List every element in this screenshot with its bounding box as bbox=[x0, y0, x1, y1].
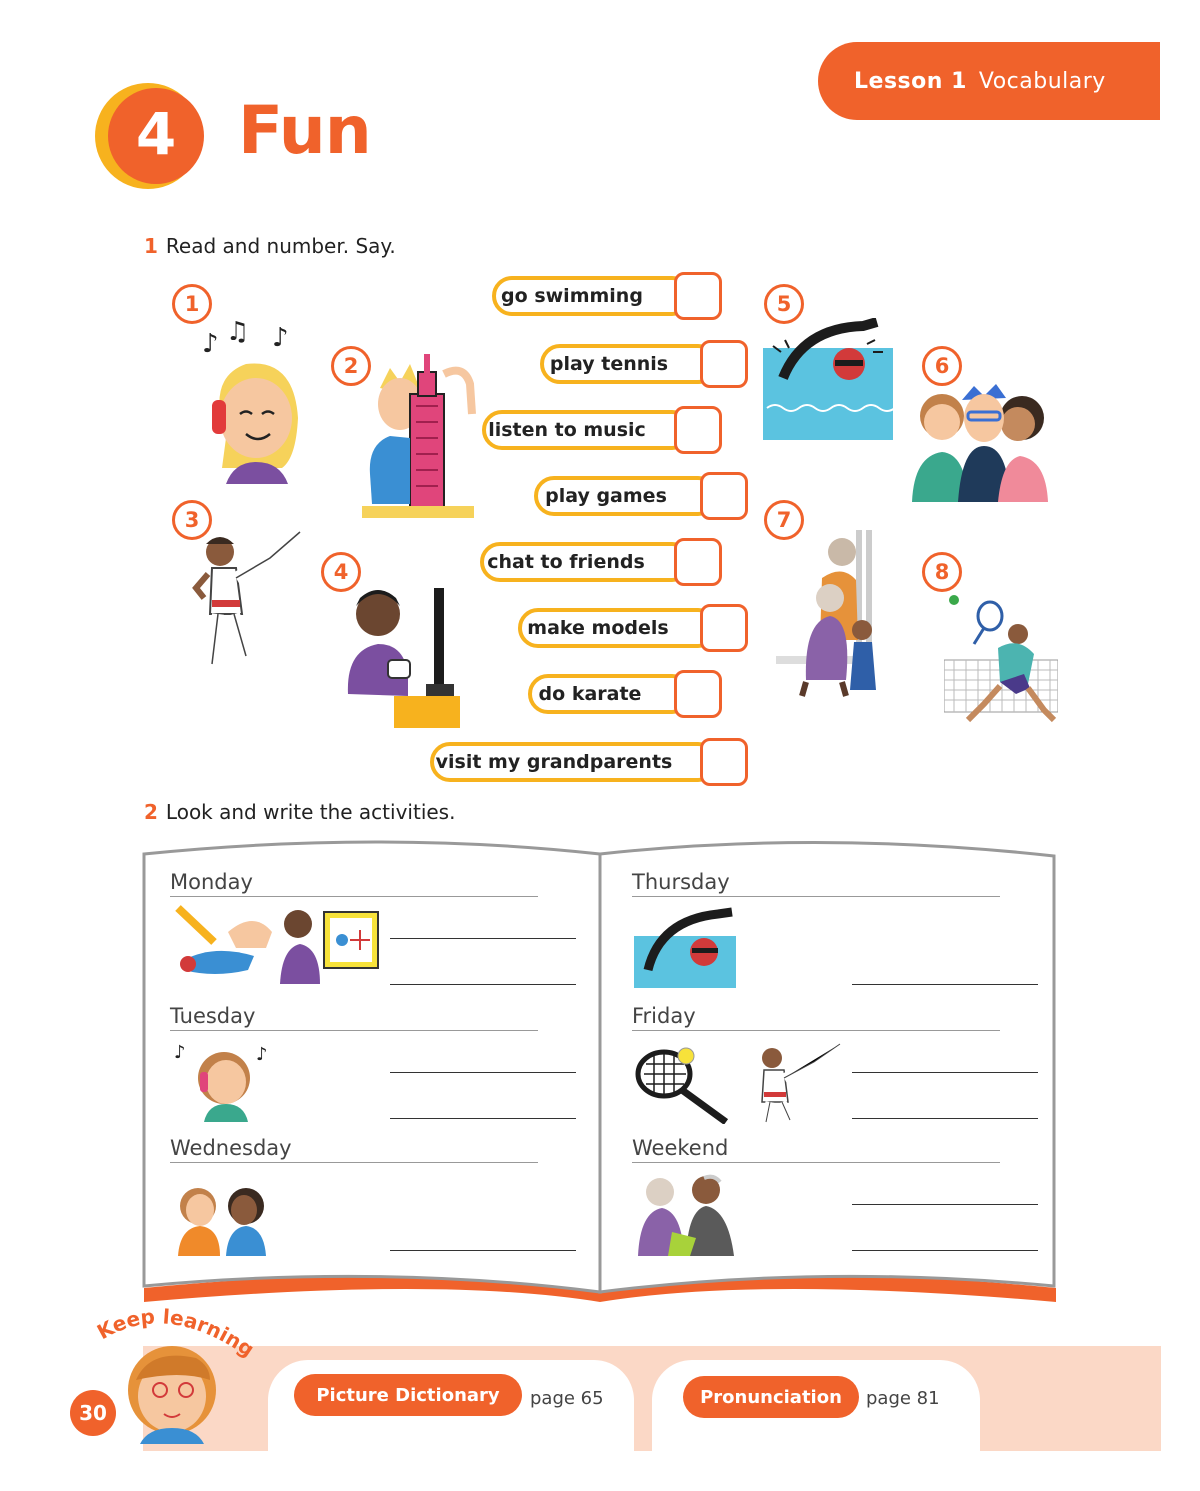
picture-number-5: 5 bbox=[764, 284, 804, 324]
pronunciation-page: page 81 bbox=[866, 1388, 940, 1409]
word-label: visit my grandparents bbox=[435, 751, 673, 773]
word-chat-to-friends bbox=[480, 542, 692, 582]
answer-box-6[interactable] bbox=[700, 604, 748, 652]
picture-do-karate bbox=[190, 528, 304, 674]
svg-text:♪: ♪ bbox=[272, 323, 289, 353]
word-make-models bbox=[518, 608, 718, 648]
writing-line[interactable] bbox=[852, 1204, 1038, 1205]
diary-pic-make-models bbox=[174, 904, 276, 984]
exercise-2-number: 2 bbox=[144, 800, 158, 824]
diary-pic-grandparents bbox=[634, 1172, 738, 1256]
answer-box-7[interactable] bbox=[674, 670, 722, 718]
exercise-1-number: 1 bbox=[144, 234, 158, 258]
picture-visit-grandparents bbox=[776, 530, 886, 700]
writing-line[interactable] bbox=[852, 984, 1038, 985]
day-wednesday: Wednesday bbox=[170, 1136, 538, 1163]
writing-line[interactable] bbox=[852, 1118, 1038, 1119]
picture-number-7: 7 bbox=[764, 500, 804, 540]
svg-text:♪: ♪ bbox=[256, 1044, 268, 1065]
answer-box-8[interactable] bbox=[700, 738, 748, 786]
word-label: listen to music bbox=[488, 419, 646, 441]
day-weekend: Weekend bbox=[632, 1136, 1000, 1163]
pronunciation-button[interactable]: Pronunciation bbox=[683, 1376, 859, 1418]
day-tuesday: Tuesday bbox=[170, 1004, 538, 1031]
word-go-swimming bbox=[492, 276, 692, 316]
diary-pic-karate bbox=[748, 1042, 844, 1124]
day-friday: Friday bbox=[632, 1004, 1000, 1031]
diary-book bbox=[140, 840, 1060, 1310]
girl-mascot-icon bbox=[110, 1340, 234, 1444]
diary-pic-chat-to-friends bbox=[168, 1184, 272, 1256]
word-play-tennis bbox=[540, 344, 718, 384]
word-do-karate bbox=[528, 674, 692, 714]
word-label: play games bbox=[545, 485, 667, 507]
page-number: 30 bbox=[70, 1390, 116, 1436]
keep-learning-text: eep learning bbox=[108, 1304, 259, 1362]
diary-pic-go-swimming bbox=[634, 906, 736, 988]
writing-line[interactable] bbox=[390, 938, 576, 939]
word-play-games bbox=[534, 476, 718, 516]
lesson-label: Lesson 1 bbox=[854, 68, 967, 94]
answer-box-2[interactable] bbox=[700, 340, 748, 388]
picture-chat-to-friends bbox=[906, 380, 1056, 502]
writing-line[interactable] bbox=[852, 1250, 1038, 1251]
picture-number-6: 6 bbox=[922, 346, 962, 386]
picture-number-4: 4 bbox=[321, 552, 361, 592]
picture-make-models bbox=[360, 354, 476, 522]
lesson-tab bbox=[818, 42, 1160, 120]
picture-play-games bbox=[342, 584, 460, 728]
writing-line[interactable] bbox=[390, 1072, 576, 1073]
word-label: make models bbox=[527, 617, 669, 639]
svg-text:♫: ♫ bbox=[226, 318, 250, 347]
answer-box-1[interactable] bbox=[674, 272, 722, 320]
word-label: do karate bbox=[538, 683, 642, 705]
picture-dictionary-page: page 65 bbox=[530, 1388, 604, 1409]
word-label: chat to friends bbox=[487, 551, 645, 573]
word-visit-my-grandparents bbox=[430, 742, 718, 782]
answer-box-3[interactable] bbox=[674, 406, 722, 454]
picture-number-3: 3 bbox=[172, 500, 212, 540]
picture-number-1: 1 bbox=[172, 284, 212, 324]
word-listen-to-music bbox=[482, 410, 692, 450]
picture-dictionary-button[interactable]: Picture Dictionary bbox=[294, 1374, 522, 1416]
diary-pic-play-games bbox=[280, 904, 380, 984]
diary-pic-listen-to-music bbox=[174, 1038, 270, 1122]
exercise-2-instruction bbox=[144, 800, 455, 824]
word-label: play tennis bbox=[549, 353, 669, 375]
picture-go-swimming bbox=[763, 318, 893, 440]
picture-play-tennis bbox=[944, 594, 1058, 728]
writing-line[interactable] bbox=[390, 1250, 576, 1251]
unit-title: Fun bbox=[238, 92, 371, 169]
exercise-2-text: Look and write the activities. bbox=[165, 800, 456, 824]
exercise-1-text: Read and number. Say. bbox=[165, 234, 396, 258]
exercise-1-instruction bbox=[144, 234, 396, 258]
day-thursday: Thursday bbox=[632, 870, 1000, 897]
writing-line[interactable] bbox=[390, 1118, 576, 1119]
word-label: go swimming bbox=[501, 285, 643, 307]
picture-number-2: 2 bbox=[331, 346, 371, 386]
writing-line[interactable] bbox=[852, 1072, 1038, 1073]
section-label: Vocabulary bbox=[978, 68, 1106, 94]
svg-text:♪: ♪ bbox=[202, 329, 219, 359]
unit-number: 4 bbox=[135, 100, 177, 168]
diary-pic-tennis-racket bbox=[634, 1044, 730, 1124]
writing-line[interactable] bbox=[390, 984, 576, 985]
unit-badge bbox=[86, 82, 216, 190]
picture-listen-to-music bbox=[196, 318, 306, 484]
answer-box-5[interactable] bbox=[674, 538, 722, 586]
answer-box-4[interactable] bbox=[700, 472, 748, 520]
picture-number-8: 8 bbox=[922, 552, 962, 592]
day-monday: Monday bbox=[170, 870, 538, 897]
svg-text:♪: ♪ bbox=[174, 1042, 186, 1063]
